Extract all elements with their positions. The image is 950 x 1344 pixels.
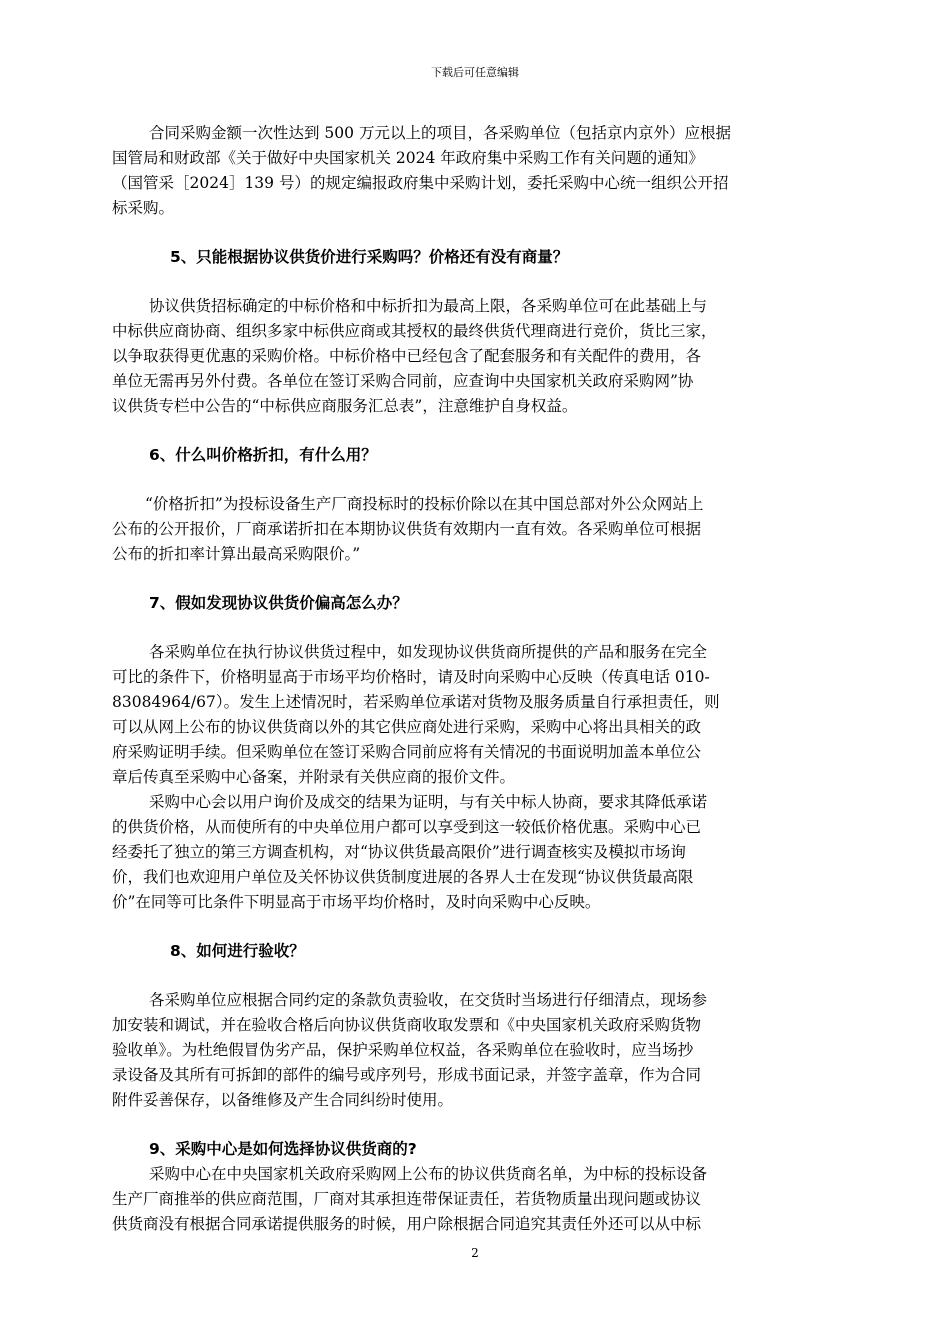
text-line: 采购中心会以用户询价及成交的结果为证明，与有关中标人协商，要求其降低承诺 xyxy=(149,793,708,811)
document-body xyxy=(112,121,852,1237)
section-9-heading: 9、采购中心是如何选择协议供货商的? xyxy=(149,1140,417,1158)
section-7-paragraph-2 xyxy=(112,790,852,915)
text-line: “价格折扣”为投标设备生产厂商投标时的投标价除以在其中国总部对外公众网站上 xyxy=(145,495,704,513)
text-line: 协议供货招标确定的中标价格和中标折扣为最高上限，各采购单位可在此基础上与 xyxy=(149,297,708,315)
text-line: 各采购单位应根据合同约定的条款负责验收，在交货时当场进行仔细清点，现场参 xyxy=(149,991,708,1009)
text-line: 府采购证明手续。但采购单位在签订采购合同前应将有关情况的书面说明加盖本单位公 xyxy=(112,743,702,761)
text-line: 价”在同等可比条件下明显高于市场平均价格时，及时向采购中心反映。 xyxy=(112,893,601,911)
text-line: 采购中心在中央国家机关政府采购网上公布的协议供货商名单，为中标的投标设备 xyxy=(149,1165,708,1183)
text-line: 议供货专栏中公告的“中标供应商服务汇总表”，注意维护自身权益。 xyxy=(112,397,578,415)
text-line: 供货商没有根据合同承诺提供服务的时候，用户除根据合同追究其责任外还可以从中标 xyxy=(112,1215,702,1233)
section-7-heading: 7、假如发现协议供货价偏高怎么办？ xyxy=(149,594,408,612)
section-6-heading: 6、什么叫价格折扣，有什么用？ xyxy=(149,446,377,464)
section-5-heading: 5、只能根据协议供货价进行采购吗？价格还有没有商量？ xyxy=(170,248,569,266)
text-line: 83084964/67）。发生上述情况时，若采购单位承诺对货物及服务质量自行承担责任，则 xyxy=(112,693,720,711)
text-line: 中标供应商协商、组织多家中标供应商或其授权的最终供货代理商进行竞价，货比三家， xyxy=(112,322,717,340)
text-line: 加安装和调试，并在验收合格后向协议供货商收取发票和《中央国家机关政府采购货物 xyxy=(112,1016,702,1034)
text-line: 国管局和财政部《关于做好中央国家机关 2024 年政府集中采购工作有关问题的通知》 xyxy=(112,149,704,167)
section-6-paragraph xyxy=(112,492,852,567)
section-5-paragraph xyxy=(112,294,852,419)
text-line: 标采购。 xyxy=(112,199,175,217)
text-line: 各采购单位在执行协议供货过程中，如发现协议供货商所提供的产品和服务在完全 xyxy=(149,643,708,661)
text-line: 验收单》。为杜绝假冒伪劣产品，保护采购单位权益，各采购单位在验收时，应当场抄 xyxy=(112,1041,694,1059)
text-line: 合同采购金额一次性达到 500 万元以上的项目，各采购单位（包括京内京外）应根据 xyxy=(149,124,731,142)
intro-paragraph xyxy=(112,121,852,221)
text-line: 附件妥善保存，以备维修及产生合同纠纷时使用。 xyxy=(112,1091,454,1109)
section-9-paragraph xyxy=(112,1162,852,1237)
text-line: 公布的公开报价，厂商承诺折扣在本期协议供货有效期内一直有效。各采购单位可根据 xyxy=(112,520,702,538)
text-line: 的供货价格，从而使所有的中央单位用户都可以享受到这一较低价格优惠。采购中心已 xyxy=(112,818,702,836)
text-line: 生产厂商推举的供应商范围，厂商对其承担连带保证责任，若货物质量出现问题或协议 xyxy=(112,1190,702,1208)
section-7-paragraph-1 xyxy=(112,640,852,790)
page-number: 2 xyxy=(471,1246,479,1260)
text-line: 以争取获得更优惠的采购价格。中标价格中已经包含了配套服务和有关配件的费用，各 xyxy=(112,347,702,365)
text-line: 可以从网上公布的协议供货商以外的其它供应商处进行采购，采购中心将出具相关的政 xyxy=(112,718,702,736)
text-line: （国管采［2024］139 号）的规定编报政府集中采购计划，委托采购中心统一组织公开招 xyxy=(112,174,729,192)
text-line: 公布的折扣率计算出最高采购限价。” xyxy=(112,545,361,563)
section-8-heading: 8、如何进行验收？ xyxy=(170,942,305,960)
text-line: 单位无需再另外付费。各单位在签订采购合同前，应查询中央国家机关政府采购网”协 xyxy=(112,372,694,390)
text-line: 录设备及其所有可拆卸的部件的编号或序列号，形成书面记录，并签字盖章，作为合同 xyxy=(112,1066,702,1084)
section-8-paragraph xyxy=(112,988,852,1113)
page-header: 下载后可任意编辑 xyxy=(431,66,519,79)
text-line: 经委托了独立的第三方调查机构，对“协议供货最高限价”进行调查核实及模拟市场询 xyxy=(112,843,686,861)
text-line: 可比的条件下，价格明显高于市场平均价格时，请及时向采购中心反映（传真电话 010- xyxy=(112,668,710,686)
text-line: 价，我们也欢迎用户单位及关怀协议供货制度进展的各界人士在发现“协议供货最高限 xyxy=(112,868,694,886)
text-line: 章后传真至采购中心备案，并附录有关供应商的报价文件。 xyxy=(112,768,516,786)
